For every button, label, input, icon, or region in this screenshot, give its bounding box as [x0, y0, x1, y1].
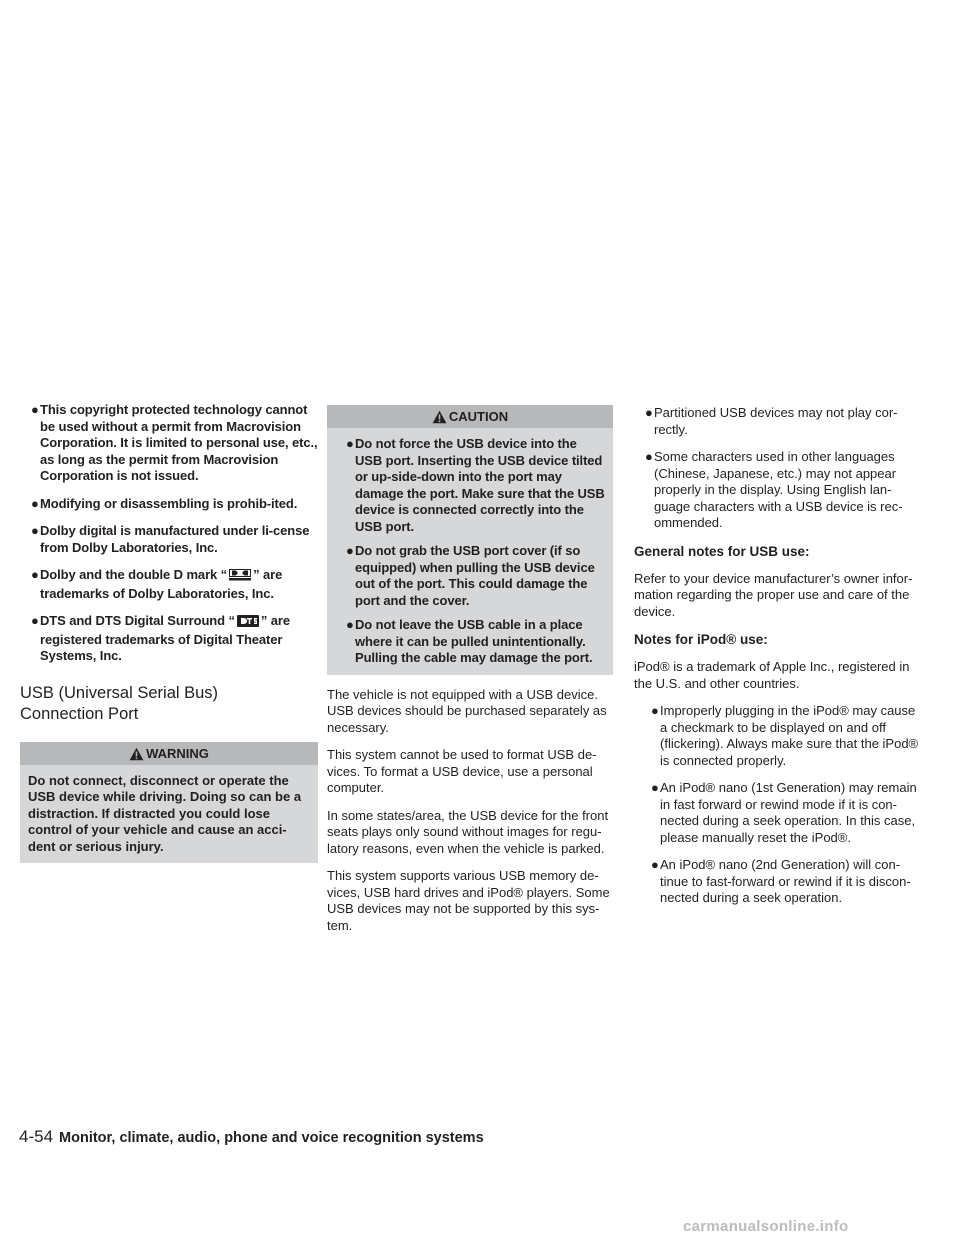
page-footer	[19, 1127, 484, 1147]
dts-logo-icon	[237, 615, 259, 632]
paragraph: The vehicle is not equipped with a USB device. USB devices should be purchased separately as necessary.	[327, 686, 607, 735]
bullet-icon: ●	[31, 613, 39, 628]
page-number: 4-54	[19, 1127, 54, 1146]
bullet-icon: ●	[346, 543, 354, 558]
caution-item: ● Do not grab the USB port cover (if so equipped) when pulling the USB device out of the port. This could damage the port and the cover.	[346, 543, 595, 608]
paragraph: Refer to your device manufacturer’s owner infor-mation regarding the proper use and care of the device.	[634, 570, 913, 619]
list-item-dolby: ● Dolby and the double D mark “ ” are trademarks of Dolby Laboratories, Inc.	[31, 567, 283, 601]
watermark: carmanualsonline.info	[683, 1218, 849, 1235]
warning-box	[20, 742, 318, 864]
bullet-icon: ●	[31, 567, 39, 582]
bullet-icon: ●	[346, 436, 354, 451]
list-item: ● Partitioned USB devices may not play cor-rectly.	[645, 405, 898, 437]
ipod-notes-heading: Notes for iPod® use:	[634, 632, 768, 647]
bullet-icon: ●	[31, 402, 39, 417]
list-item: ● Improperly plugging in the iPod® may cause a checkmark to be displayed on and off (flickering). Always make sure that the iPod® is connected properly.	[651, 703, 919, 768]
caution-item: ● Do not force the USB device into the USB port. Inserting the USB device tilted or up-side-down into the port may damage the port. Make sure that the USB device is connected correctly into the USB port.	[346, 436, 605, 534]
chapter-title: Monitor, climate, audio, phone and voice recognition systems	[59, 1130, 484, 1146]
paragraph: This system supports various USB memory de-vices, USB hard drives and iPod® players. Some USB devices may not be supported by this sys-tem.	[327, 868, 610, 933]
bullet-icon: ●	[651, 703, 659, 718]
caution-box	[327, 405, 613, 675]
list-item-dts: ● DTS and DTS Digital Surround “ ” are registered trademarks of Digital Theater Systems, Inc.	[31, 613, 291, 663]
paragraph: iPod® is a trademark of Apple Inc., registered in the U.S. and other countries.	[634, 659, 910, 691]
warning-text: Do not connect, disconnect or operate the USB device while driving. Doing so can be a distraction. If distracted you could lose control of your vehicle and cause an acci-dent or serious injury.	[28, 772, 302, 854]
bullet-icon: ●	[651, 780, 659, 795]
list-item: ● Dolby digital is manufactured under li-cense from Dolby Laboratories, Inc.	[31, 523, 310, 555]
bullet-icon: ●	[645, 405, 653, 420]
right-column	[634, 405, 926, 918]
bullet-icon: ●	[645, 449, 653, 464]
paragraph: This system cannot be used to format USB de-vices. To format a USB device, use a personal computer.	[327, 747, 597, 795]
list-item: ● Modifying or disassembling is prohib-ited.	[31, 495, 298, 511]
list-item: ● An iPod® nano (2nd Generation) will con-tinue to fast-forward or rewind if it is discon-nected during a seek operation.	[651, 857, 911, 905]
caution-title: CAUTION	[327, 405, 613, 428]
list-item: ● An iPod® nano (1st Generation) may remain in fast forward or rewind mode if it is con-nected during a seek operation. In this case, please manually reset the iPod®.	[651, 780, 917, 845]
bullet-icon: ●	[31, 523, 39, 538]
section-title: USB (Universal Serial Bus) Connection Port	[20, 683, 219, 723]
paragraph: In some states/area, the USB device for the front seats plays only sound without images for regu-latory reasons, even when the vehicle is parked.	[327, 807, 609, 856]
caution-item: ● Do not leave the USB cable in a place where it can be pulled unintentionally. Pulling the cable may damage the port.	[346, 617, 593, 665]
warning-triangle-icon	[432, 408, 447, 431]
bullet-icon: ●	[651, 857, 659, 872]
middle-column	[327, 405, 613, 945]
left-column	[20, 402, 318, 863]
dolby-digital-logo-icon	[229, 569, 251, 586]
general-notes-heading: General notes for USB use:	[634, 543, 810, 559]
warning-triangle-icon	[129, 745, 144, 768]
bullet-icon: ●	[31, 495, 39, 511]
warning-title: WARNING	[20, 742, 318, 765]
list-item: ● Some characters used in other languages (Chinese, Japanese, etc.) may not appear properly in the display. Using English lan-guage characters with a USB device is rec-ommended.	[645, 449, 903, 530]
list-item: ● This copyright protected technology cannot be used without a permit from Macrovision Corporation. It is limited to personal use, etc., as long as the permit from Macrovision Corporation is not issued.	[31, 402, 318, 483]
bullet-icon: ●	[346, 617, 354, 632]
